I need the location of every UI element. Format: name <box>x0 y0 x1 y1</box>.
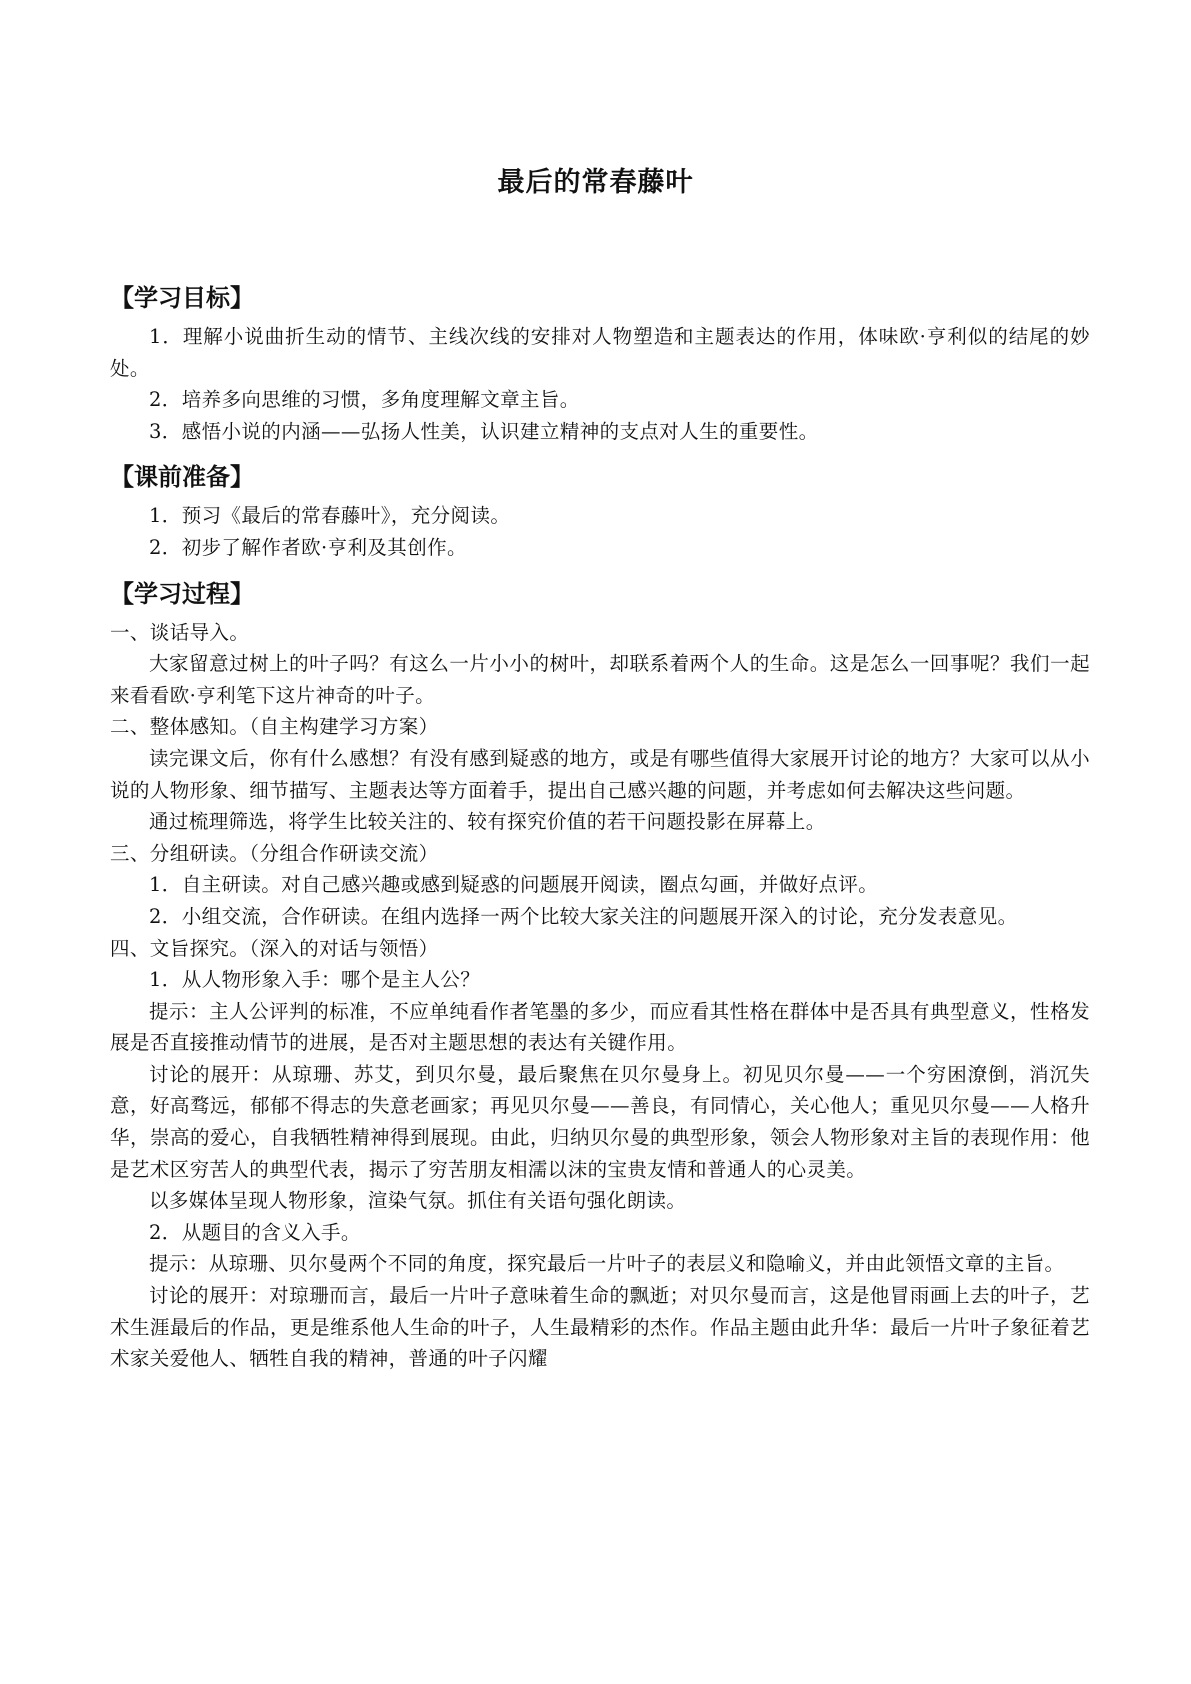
process-paragraph: 通过梳理筛选，将学生比较关注的、较有探究价值的若干问题投影在屏幕上。 <box>149 810 826 834</box>
process-step-heading: 一、谈话导入。 <box>110 620 250 644</box>
prep-item: 2．初步了解作者欧·亨利及其创作。 <box>149 535 467 559</box>
process-paragraph: 2．小组交流，合作研读。在组内选择一两个比较大家关注的问题展开深入的讨论，充分发表意见。 <box>149 904 1018 928</box>
section-heading-prep: 【课前准备】 <box>110 463 254 492</box>
document-body <box>110 282 1090 1389</box>
process-paragraph: 提示：主人公评判的标准，不应单纯看作者笔墨的多少，而应看其性格在群体中是否具有典型意义，性格发展是否直接推动情节的进展，是否对主题思想的表达有关键作用。 <box>110 999 1090 1055</box>
process-paragraph: 1．自主研读。对自己感兴趣或感到疑惑的问题展开阅读，圈点勾画，并做好点评。 <box>149 873 879 897</box>
goal-item: 3．感悟小说的内涵——弘扬人性美，认识建立精神的支点对人生的重要性。 <box>149 419 819 443</box>
goal-item: 2．培养多向思维的习惯，多角度理解文章主旨。 <box>149 388 580 412</box>
goal-item: 1．理解小说曲折生动的情节、主线次线的安排对人物塑造和主题表达的作用，体味欧·亨利似的结尾的妙处。 <box>110 325 1090 380</box>
process-paragraph: 讨论的展开：对琼珊而言，最后一片叶子意味着生命的飘逝；对贝尔曼而言，这是他冒雨画上去的叶子，艺术生涯最后的作品，更是维系他人生命的叶子，人生最精彩的杰作。作品主题由此升华：最后一片叶子象征着艺术家关爱他人、牺牲自我的精神，普通的叶子闪耀 <box>110 1284 1090 1371</box>
process-paragraph: 以多媒体呈现人物形象，渲染气氛。抓住有关语句强化朗读。 <box>149 1189 687 1213</box>
process-step-heading: 四、文旨探究。（深入的对话与领悟） <box>110 936 439 960</box>
process-paragraph: 提示：从琼珊、贝尔曼两个不同的角度，探究最后一片叶子的表层义和隐喻义，并由此领悟文章的主旨。 <box>149 1252 1065 1276</box>
prep-item: 1．预习《最后的常春藤叶》，充分阅读。 <box>149 504 511 528</box>
process-paragraph: 读完课文后，你有什么感想？有没有感到疑惑的地方，或是有哪些值得大家展开讨论的地方？大家可以从小说的人物形象、细节描写、主题表达等方面着手，提出自己感兴趣的问题，并考虑如何去解决这些问题。 <box>110 746 1090 802</box>
process-step-heading: 二、整体感知。（自主构建学习方案） <box>110 715 439 739</box>
process-step-heading: 三、分组研读。（分组合作研读交流） <box>110 841 439 865</box>
section-heading-goals: 【学习目标】 <box>110 284 254 312</box>
section-learning-goals <box>110 282 1090 447</box>
process-paragraph: 大家留意过树上的叶子吗？有这么一片小小的树叶，却联系着两个人的生命。这是怎么一回事呢？我们一起来看看欧·亨利笔下这片神奇的叶子。 <box>110 652 1090 707</box>
process-paragraph: 2．从题目的含义入手。 <box>149 1220 361 1244</box>
process-paragraph: 1．从人物形象入手：哪个是主人公？ <box>149 968 481 992</box>
process-paragraph: 讨论的展开：从琼珊、苏艾，到贝尔曼，最后聚焦在贝尔曼身上。初见贝尔曼——一个穷困潦倒，消沉失意，好高骛远，郁郁不得志的失意老画家；再见贝尔曼——善良，有同情心，关心他人；重见贝尔曼——人格升华，崇高的爱心，自我牺牲精神得到展现。由此，归纳贝尔曼的典型形象，领会人物形象对主旨的表现作用：他是艺术区穷苦人的典型代表，揭示了穷苦朋友相濡以沫的宝贵友情和普通人的心灵美。 <box>110 1062 1090 1181</box>
page-title: 最后的常春藤叶 <box>497 167 694 198</box>
section-learning-process <box>110 578 1090 1375</box>
section-heading-process: 【学习过程】 <box>110 579 254 608</box>
section-preparation <box>110 461 1090 563</box>
